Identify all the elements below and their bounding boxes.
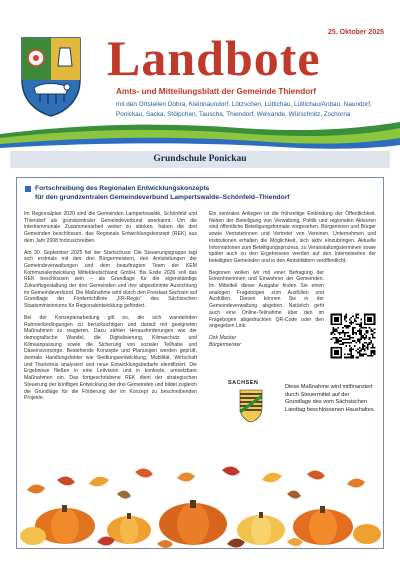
article-paragraph: Beginnen wollen wir mit einer Befragung der Einwohnerinnen und Einwohner der Gemeinden. Im Mittelteil dieser Ausgabe finden Sie einen analogen Fragebogen zum Ausfüllen und Ausfüllen. Diesen können Sie in der Gemeindeverwaltung abgeben. Natürlich geht auch eine Online-Teilnahme über den im Fragebogen abgedruckten QR-Code oder den angegeben Link. bbox=[209, 269, 324, 330]
qr-code-icon[interactable] bbox=[329, 312, 377, 360]
localities-list: mit den Ortsteilen Dobra, Kleinnaundorf, Lötzschen, Lüttichau, Lüttichau/Anbau, Naundorf, Ponickau, Sacka, Stölpchen, Tauscha, Thiendorf, Welxande, Würschnitz, Zschorna bbox=[116, 101, 372, 118]
signature-role: Bürgermeister bbox=[209, 341, 241, 348]
newsletter-subtitle: Amts- und Mitteilungsblatt der Gemeinde Thiendorf bbox=[116, 87, 317, 96]
autumn-pumpkins-illustration bbox=[17, 450, 383, 548]
headline-bullet-icon bbox=[25, 186, 31, 192]
article-paragraph: Bei der Konzepterarbeitung gilt es, die sich wandelnden Rahmenbedingungen zu berücksichtigen und darauf mit geeigneten Maßnahmen zu reagieren. Dazu zählen Herausforderungen wie der demografische Wandel, die Digitalisierung, Klimaschutz und Klimaanpassung sowie die Sicherung von sozialer Teilhabe und Daseinsvorsorge. Bestehende Konzepte und Planungen werden geprüft, zentrale Handlungsfelder wie Siedlungsentwicklung, Mobilität, Wirtschaft und Tourismus analysiert und neue Entwicklungsbedarfe identifiziert. Die Ergebnisse fließen in eine Leitvision und in konkrete, umsetzbare Maßnahmen ein. Das fortgeschriebene REK dient der strategischen Steuerung der künftigen Entwicklung der drei Gemeinden und bildet zugleich die Grundlage für die Förderung der im Konzept zu beschreibenden Projekte. bbox=[24, 314, 198, 402]
funding-note: Diese Maßnahme wird mitfinanziert durch Steuermittel auf der Grundlage des vom Sächsischen Landtag beschlossenen Haushaltes. bbox=[285, 384, 376, 413]
article-paragraph: Am 30. September 2025 fiel der Startschuss: Die Steuerungsgruppe tagt sich erstmals mit den drei Bürgermeistern, den Amtsleitungen der Gemeindeverwaltungen und dem beauftragten Team der KEM Kommunalentwicklung Mitteldeutschland GmbH. Bis Ende 2026 soll das REK beschlossen sein – als Grundlage für die eigenständige Zukunftsgestaltung der drei Gemeinden und ihre abgestimmte Ausrichtung im Gemeindeverbund. Die Maßnahme wird durch den Freistaat Sachsen auf Grundlage der Förderrichtlinie „FR-Regio“ des Sächsischen Staatsministeriums für Regionalentwicklung gefördert. bbox=[24, 249, 197, 310]
section-header bbox=[10, 151, 390, 168]
newsletter-title: Landbote bbox=[107, 30, 321, 86]
article-left-column bbox=[24, 211, 197, 407]
article-paragraph: Ein zentrales Anliegen ist die frühzeitige Einbindung der Öffentlichkeit. Neben der Beteiligung von Verwaltung, Politik und regionalen Akteuren sind öffentliche Beteiligungsformate vorgesehen. Bürgerinnen und Bürger sowie Vertreterinnen und Vertreter von Vereinen, Unternehmen und Institutionen erhalten die Möglichkeit, sich aktiv einzubringen. Aktuelle Informationen zum Beteiligungsprozess, zu Veranstaltungsterminen sowie später auch zu den Ergebnissen werden auf den Internetseiten der beteiligten Gemeinden und in den Amtsblättern veröffentlicht. bbox=[209, 211, 376, 264]
headline-line-2: für den grundzentralen Gemeindeverbund Lampertswalde–Schönfeld–Thiendorf bbox=[35, 193, 290, 201]
article-paragraph: Im Regionalplan 2020 sind die Gemeinden Lampertswalde, Schönfeld und Thiendorf als grundzentraler Gemeindeverbund anerkannt. Um die interkommunale Zusammenarbeit weiter zu stärken, haben die drei Gemeinden beschlossen, das Regionale Entwicklungskonzept (REK) aus dem Jahr 2008 fortzuschreiben. bbox=[24, 211, 197, 244]
sachsen-wordmark: SACHSEN bbox=[228, 380, 259, 386]
municipal-crest-icon bbox=[20, 36, 82, 118]
sachsen-coat-of-arms-icon bbox=[228, 380, 274, 424]
article-headline bbox=[35, 184, 365, 202]
section-title: Grundschule Ponickau bbox=[153, 154, 247, 164]
signature-name: Dirk Mocker bbox=[209, 334, 237, 341]
headline-line-1: Fortschreibung des Regionalen Entwicklungskonzepts bbox=[35, 184, 210, 192]
issue-date: 25. Oktober 2025 bbox=[327, 29, 384, 36]
decorative-waves bbox=[0, 118, 400, 154]
